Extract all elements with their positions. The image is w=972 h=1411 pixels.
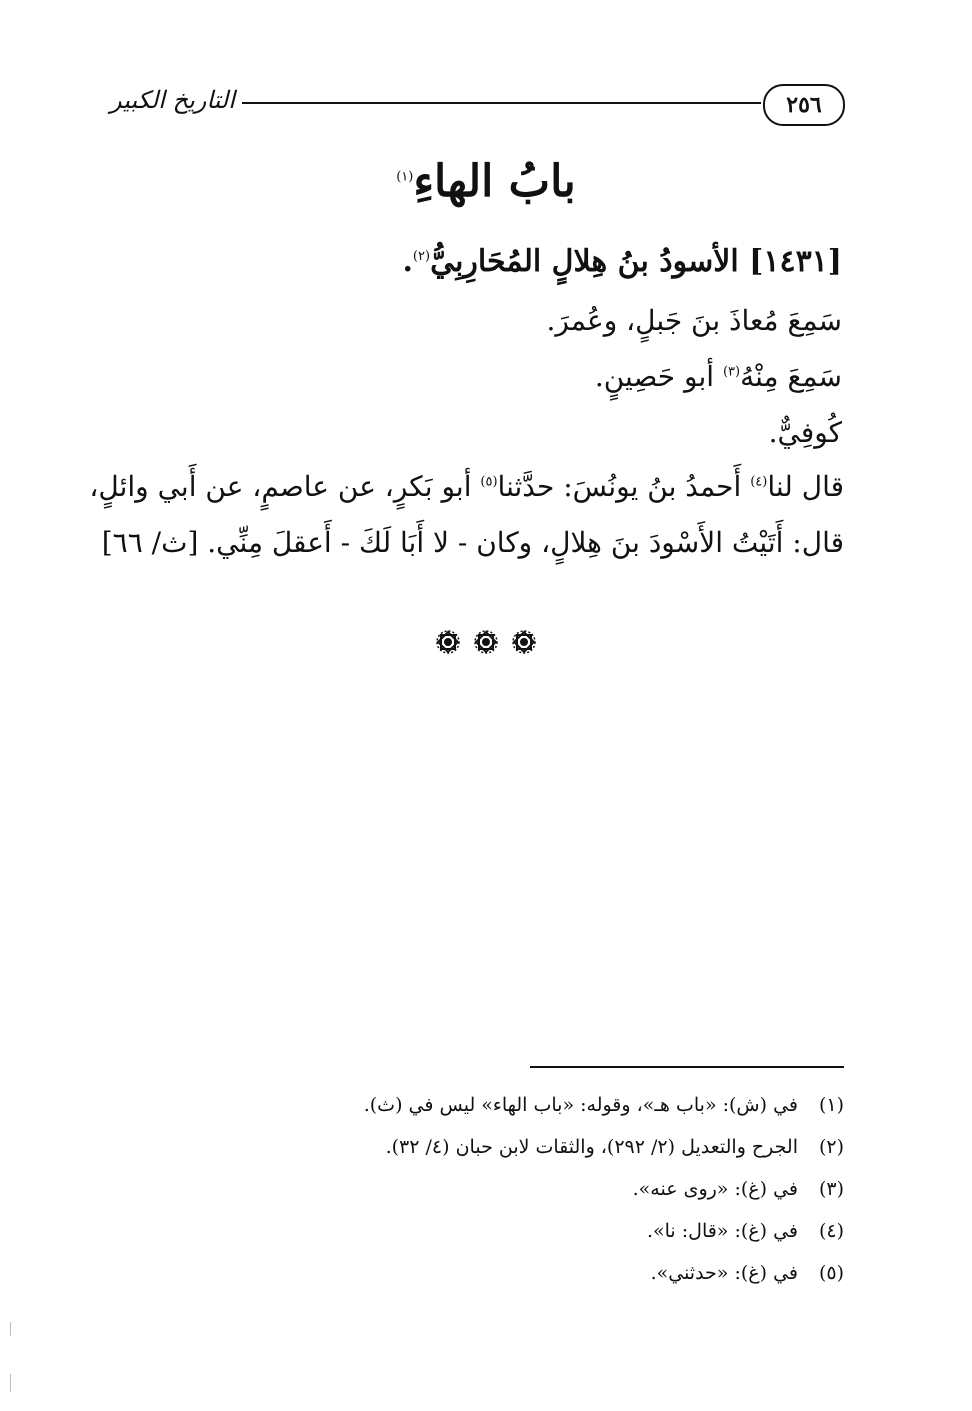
footnote-ref: (٢) — [412, 249, 431, 264]
body-line: سَمِعَ مُعاذَ بنَ جَبلٍ، وعُمرَ. — [546, 304, 842, 337]
footnote-separator — [530, 1066, 844, 1068]
rosette-ornament-icon — [472, 628, 500, 656]
footnote — [144, 1262, 844, 1284]
chapter-title — [0, 156, 972, 207]
scan-margin-mark — [10, 1374, 11, 1392]
footnote-text: الجرح والتعديل (٢/ ٢٩٢)، والثقات لابن حبان (٤/ ٣٢). — [385, 1136, 798, 1158]
footnote-text: في (غ): «روى عنه». — [632, 1178, 798, 1200]
book-title: التاريخ الكبير — [110, 86, 235, 114]
running-header — [110, 82, 845, 126]
footnote-number: (٢) — [818, 1136, 844, 1158]
body-line — [122, 360, 842, 393]
body-line — [89, 470, 844, 503]
footnote-number: (١) — [818, 1094, 844, 1116]
header-rule — [242, 102, 761, 104]
footnote-ref: (٥) — [480, 474, 498, 490]
chapter-title-text: بابُ الهاءِ — [413, 156, 576, 207]
rosette-ornament-icon — [510, 628, 538, 656]
body-line: قال: أَتَيْتُ الأَسْودَ بنَ هِلالٍ، وكان - لا أَبَا لَكَ - أَعقلَ مِنِّي. [ث/ ٦٦] — [101, 526, 844, 559]
entry-heading — [122, 244, 842, 279]
page-number: ٢٥٦ — [763, 84, 845, 126]
entry-heading-text: [١٤٣١] الأسودُ بنُ هِلالٍ المُحَارِبِيُّ — [430, 244, 842, 279]
footnote — [144, 1220, 844, 1242]
footnote — [144, 1178, 844, 1200]
footnote-number: (٣) — [818, 1178, 844, 1200]
footnote — [144, 1094, 844, 1116]
footnote-number: (٤) — [818, 1220, 844, 1242]
footnote-number: (٥) — [818, 1262, 844, 1284]
body-text: قال لنا — [767, 470, 844, 503]
body-line: كُوفِيٌّ. — [768, 416, 842, 449]
footnote-text: في (غ): «حدثني». — [650, 1262, 798, 1284]
footnote-ref: (١) — [396, 169, 414, 185]
section-divider-ornaments — [0, 628, 972, 656]
body-text: أبو بَكرٍ، عن عاصمٍ، عن أَبي وائلٍ، — [89, 470, 472, 503]
footnote-ref: (٤) — [750, 474, 768, 490]
scan-margin-mark — [10, 1322, 11, 1336]
footnote-text: في (غ): «قال: نا». — [646, 1220, 798, 1242]
heading-period: . — [402, 244, 413, 279]
footnote-text: في (ش): «باب هـ»، وقوله: «باب الهاء» ليس في (ث). — [363, 1094, 798, 1116]
body-text: أَحمدُ بنُ يونُسَ: حدَّثنا — [497, 470, 742, 503]
body-text: سَمِعَ مِنْهُ — [740, 360, 842, 393]
footnote — [144, 1136, 844, 1158]
rosette-ornament-icon — [434, 628, 462, 656]
body-text: أبو حَصِينٍ. — [594, 360, 715, 393]
footnote-ref: (٣) — [722, 364, 741, 380]
